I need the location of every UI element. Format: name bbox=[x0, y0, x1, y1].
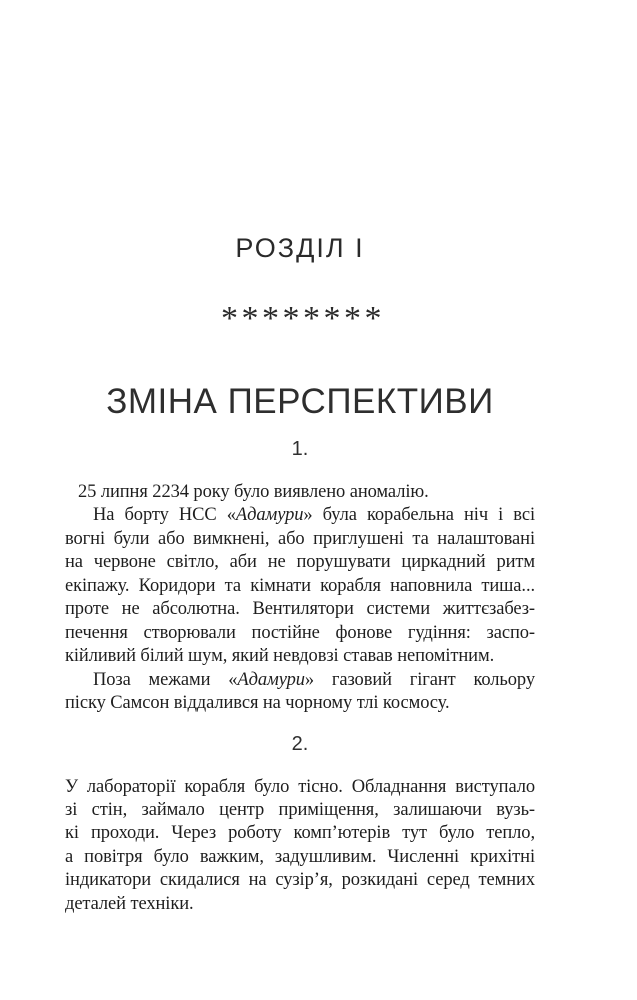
text-line: У лабораторії корабля було тісно. Обладнання виступало bbox=[65, 776, 535, 797]
section-number: 2. bbox=[291, 732, 309, 755]
paragraph bbox=[65, 669, 535, 716]
text-line: а повітря було важким, задушливим. Численні крихітні bbox=[65, 846, 535, 867]
text-line: деталей техніки. bbox=[65, 893, 194, 914]
asterisk-separator: * * * * * * * * bbox=[221, 300, 379, 337]
paragraph bbox=[65, 504, 535, 668]
text-line: піску Самсон віддалився на чорному тлі космосу. bbox=[65, 693, 450, 714]
chapter-heading: РОЗДІЛ І bbox=[235, 233, 365, 263]
text-line: зі стін, займало центр приміщення, залишаючи вузь- bbox=[65, 799, 535, 820]
text-line: індикатори скидалися на сузір’я, розкидані серед темних bbox=[65, 870, 535, 891]
text-line: 25 липня 2234 року було виявлено аномалію. bbox=[78, 482, 429, 502]
text-line: Поза межами «Адамури» газовий гігант кольору bbox=[93, 669, 535, 690]
sections-container bbox=[65, 437, 535, 916]
story-title: ЗМІНА ПЕРСПЕКТИВИ bbox=[106, 382, 494, 421]
text-line: кі проходи. Через роботу комп’ютерів тут було тепло, bbox=[65, 823, 535, 844]
text-line: кійливий білий шум, який невдовзі ставав непомітним. bbox=[65, 646, 495, 667]
text-line: печення створювали постійне фонове гудіння: заспо- bbox=[65, 622, 535, 643]
text-line: проте не абсолютна. Вентилятори системи життєзабез- bbox=[65, 599, 535, 620]
section-number: 1. bbox=[291, 438, 309, 460]
paragraph bbox=[65, 776, 535, 917]
text-line: На борту НСС «Адамури» була корабельна ніч і всі bbox=[93, 505, 535, 526]
paragraph bbox=[65, 481, 535, 504]
text-line: екіпажу. Коридори та кімнати корабля наповнила тиша... bbox=[65, 575, 535, 596]
text-line: вогні були або вимкнені, або приглушені та налаштовані bbox=[65, 528, 535, 549]
text-line: на червоне світло, аби не порушувати циркадний ритм bbox=[65, 552, 535, 573]
